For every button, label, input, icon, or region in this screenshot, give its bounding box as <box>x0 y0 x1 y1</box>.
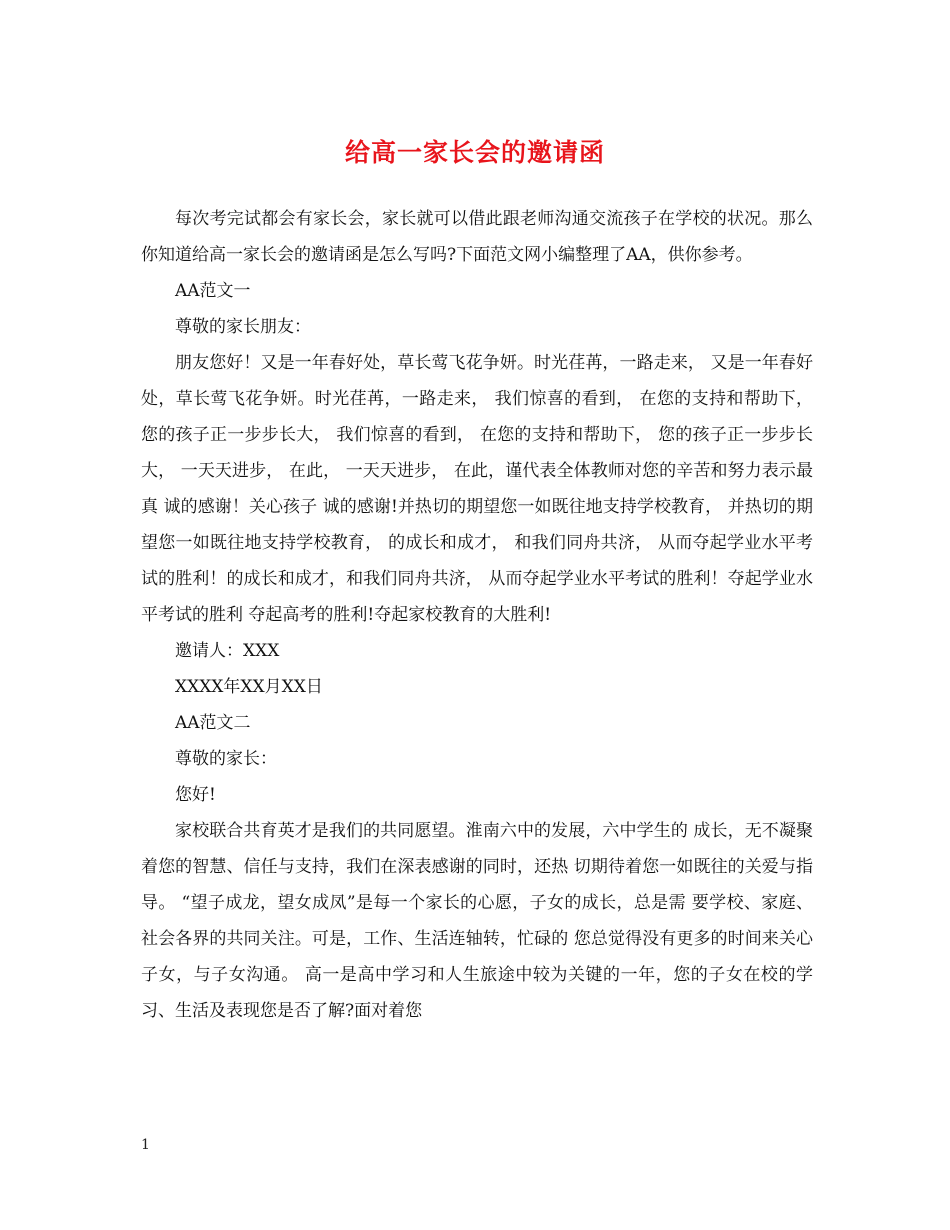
paragraph-salutation-two: 尊敬的家长： <box>175 749 277 769</box>
paragraph-date: XXXX年XX月XX日 <box>175 677 323 697</box>
document-title: 给高一家长会的邀请函 <box>344 138 605 167</box>
paragraph-intro: 每次考完试都会有家长会，家长就可以借此跟老师沟通交流孩子在学校的状况。那么你知道给高一家长会的邀请函是怎么写吗?下面范文网小编整理了AA，供你参考。 <box>141 209 813 265</box>
page-number: 1 <box>141 1137 150 1153</box>
paragraph-greeting: 您好! <box>175 785 216 805</box>
paragraph-inviter: 邀请人：XXX <box>175 641 280 661</box>
paragraph-salutation-one: 尊敬的家长朋友： <box>175 317 311 337</box>
paragraph-sample-one-heading: AA范文一 <box>175 281 251 301</box>
paragraph-letter-one-body: 朋友您好！又是一年春好处，草长莺飞花争妍。时光荏苒，一路走来， 又是一年春好处，草长莺飞花争妍。时光荏苒，一路走来， 我们惊喜的看到， 在您的支持和帮助下， 您的孩子正一步步长大， 我们惊喜的看到， 在您的支持和帮助下， 您的孩子正一步步长大， 一天天进步， 在此， 一天天进步， 在此，谨代表全体教师对您的辛苦和努力表示最真 诚的感谢！关心孩子 诚的感谢!并热切的期望您一如既往地支持学校教育， 并热切的期望您一如既往地支持学校教育， 的成长和成才， 和我们同舟共济， 从而夺起学业水平考试的胜利！的成长和成才，和我们同舟共济， 从而夺起学业水平考试的胜利！夺起学业水平考试的胜利 夺起高考的胜利!夺起家校教育的大胜利! <box>141 353 813 625</box>
paragraph-letter-two-body: 家校联合共育英才是我们的共同愿望。淮南六中的发展，六中学生的 成长，无不凝聚着您的智慧、信任与支持，我们在深表感谢的同时，还热 切期待着您一如既往的关爱与指导。 “望子成龙，望女成凤”是每一个家长的心愿，子女的成长，总是需 要学校、家庭、社会各界的共同关注。可是，工作、生活连轴转，忙碌的 您总觉得没有更多的时间来关心子女，与子女沟通。 高一是高中学习和人生旅途中较为关键的一年，您的子女在校的学 习、生活及表现您是否了解?面对着您 <box>141 821 813 1021</box>
document-body <box>141 201 813 1029</box>
paragraph-sample-two-heading: AA范文二 <box>175 713 251 733</box>
